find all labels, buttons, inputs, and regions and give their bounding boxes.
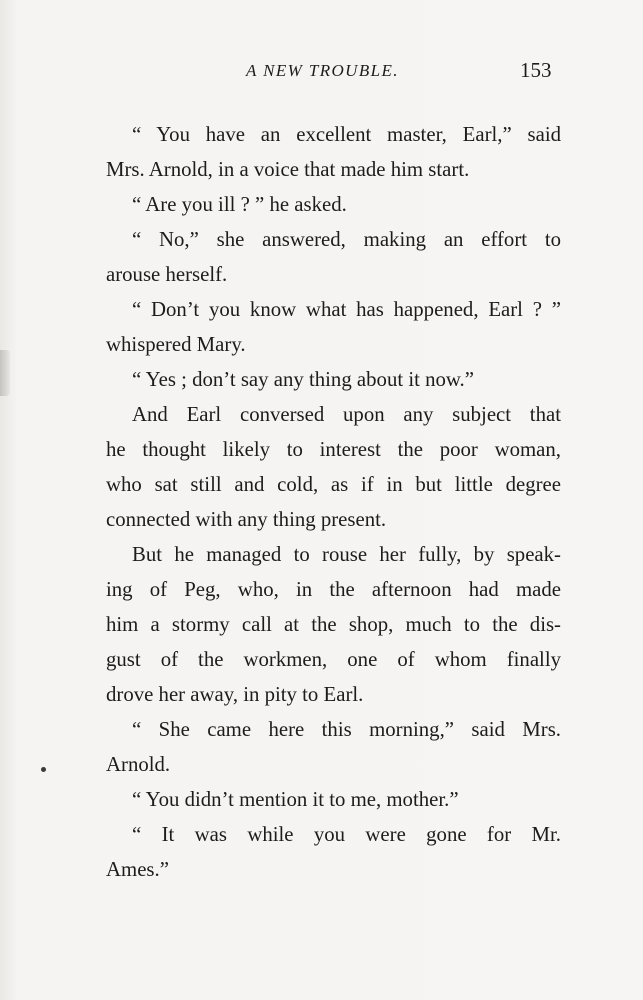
text-line: Ames.” [106,858,169,881]
text-line: gust of the workmen, one of whom finally [106,648,561,671]
text-line: “ Yes ; don’t say any thing about it now.” [132,368,474,391]
binding-shadow [0,350,10,396]
text-line: connected with any thing present. [106,508,387,531]
text-line: Arnold. [106,753,171,776]
text-line: arouse herself. [106,263,228,286]
text-line: “ You didn’t mention it to me, mother.” [132,788,459,811]
text-line: “ Are you ill ? ” he asked. [132,193,347,216]
ink-speck [41,767,46,772]
text-line: he thought likely to interest the poor woman, [106,438,561,461]
text-line: “ No,” she answered, making an effort to [132,228,561,251]
page-header [0,58,643,91]
text-line: But he managed to rouse her fully, by speak- [132,543,561,566]
text-line: “ It was while you were gone for Mr. [132,823,561,846]
text-line: ing of Peg, who, in the afternoon had made [106,578,561,601]
text-line: him a stormy call at the shop, much to the dis- [106,613,561,636]
page-number: 153 [520,58,552,82]
text-line: “ Don’t you know what has happened, Earl ? ” [132,298,561,321]
text-line: Mrs. Arnold, in a voice that made him start. [106,158,470,181]
text-line: drove her away, in pity to Earl. [106,683,364,706]
text-line: “ She came here this morning,” said Mrs. [132,718,561,741]
text-line: “ You have an excellent master, Earl,” said [132,123,561,146]
text-line: who sat still and cold, as if in but little degree [106,473,561,496]
text-line: whispered Mary. [106,333,246,356]
running-title: A NEW TROUBLE. [246,61,399,80]
text-line: And Earl conversed upon any subject that [132,403,561,426]
body-text [106,117,561,887]
